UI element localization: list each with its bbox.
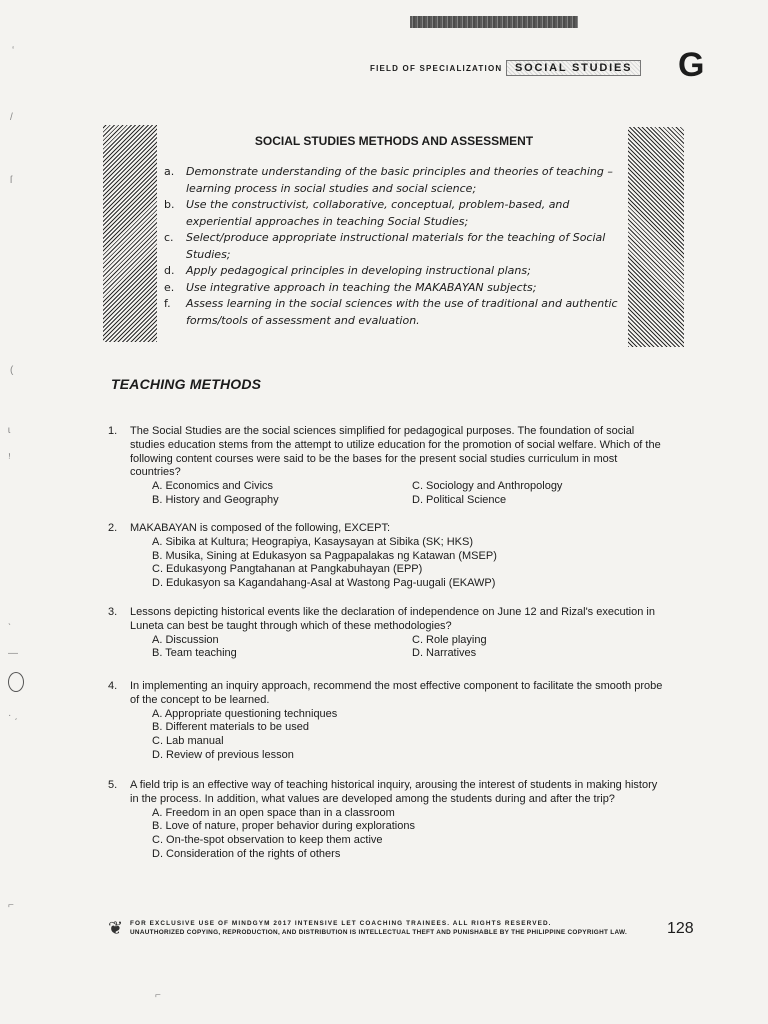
choice-a: A. Discussion [152, 633, 219, 646]
question-stem: A field trip is an effective way of teaching historical inquiry, arousing the interest of students in making history in the process. In addition, what values are developed among the students during and after the trip? [130, 779, 658, 805]
copyright-footer [130, 919, 650, 937]
question-4 [108, 680, 668, 763]
scan-mark: ⌐ [155, 990, 161, 1001]
choice-d: D. Narratives [412, 647, 477, 660]
question-2 [108, 522, 668, 591]
question-number: 1. [108, 425, 118, 437]
choice-d: D. Consideration of the rights of others [152, 847, 341, 860]
objective-item: f. Assess learning in the social sciences with the use of traditional and authentic forms/tools of assessment and evaluation. [164, 297, 618, 327]
choice-d: D. Edukasyon sa Kagandahang-Asal at Wastong Pag-uugali (EKAWP) [152, 577, 496, 590]
section-letter: G [678, 46, 705, 84]
choice-c: C. Edukasyong Pangtahanan at Pangkabuhayan (EPP) [152, 563, 423, 576]
choice-a: A. Freedom in an open space than in a classroom [152, 806, 395, 819]
question-3 [108, 606, 668, 661]
choice-c: C. Lab manual [152, 735, 224, 748]
choice-a: A. Sibika at Kultura; Heograpiya, Kasaysayan at Sibika (SK; HKS) [152, 535, 473, 548]
choices [152, 708, 668, 763]
question-5 [108, 779, 668, 862]
choice-b: B. History and Geography [152, 493, 279, 506]
choices [152, 480, 668, 508]
choice-c: C. Sociology and Anthropology [412, 480, 563, 493]
punch-hole-mark [8, 672, 24, 692]
question-number: 4. [108, 680, 118, 692]
scan-mark: ɩ [8, 425, 11, 436]
choice-a: A. Appropriate questioning techniques [152, 707, 338, 720]
question-stem: MAKABAYAN is composed of the following, EXCEPT: [130, 522, 391, 534]
hatched-panel-left [103, 125, 157, 342]
objectives-list [164, 164, 620, 329]
choice-c: C. Role playing [412, 633, 487, 646]
choices [152, 536, 668, 591]
choice-c: C. On-the-spot observation to keep them active [152, 834, 383, 847]
hatched-panel-right [628, 127, 684, 347]
scan-mark: ‘ [12, 45, 15, 56]
field-of-specialization-label: FIELD OF SPECIALIZATION [370, 64, 503, 73]
top-scan-bar [410, 16, 578, 28]
footer-line-2: UNAUTHORIZED COPYING, REPRODUCTION, AND DISTRIBUTION IS INTELLECTUAL THEFT AND PUNISHABLE BY THE PHILIPPINE COPYRIGHT LAW. [130, 929, 628, 936]
choices [152, 634, 668, 662]
choices [152, 807, 668, 862]
box-title: SOCIAL STUDIES METHODS AND ASSESSMENT [254, 134, 534, 148]
choice-b: B. Love of nature, proper behavior during explorations [152, 820, 415, 833]
question-stem: In implementing an inquiry approach, recommend the most effective component to facilitate the smooth probe of the concept to be learned. [130, 680, 663, 706]
subject-badge: SOCIAL STUDIES [506, 60, 641, 76]
question-number: 2. [108, 522, 118, 534]
choice-b: B. Musika, Sining at Edukasyon sa Pagpapalakas ng Katawan (MSEP) [152, 549, 497, 562]
scan-mark: ˎ [8, 615, 12, 626]
scan-mark: · ˏ [8, 710, 18, 721]
objective-item: b. Use the constructivist, collaborative, conceptual, problem-based, and experiential approaches in teaching Social Studies; [164, 198, 570, 228]
scan-mark: — [8, 648, 18, 659]
scan-mark: ⌐ [8, 900, 14, 911]
scan-mark: ( [10, 365, 14, 376]
objective-item: d. Apply pedagogical principles in developing instructional plans; [164, 264, 531, 277]
objective-item: e. Use integrative approach in teaching the MAKABAYAN subjects; [164, 280, 537, 294]
question-stem: The Social Studies are the social sciences simplified for pedagogical purposes. The foundation of social studies education stems from the attempt to utilize education for the promotion of social welfare. Which of the following content courses were said to be the bases for the present social studies curriculum in most countries? [130, 425, 661, 479]
choice-b: B. Different materials to be used [152, 721, 309, 734]
question-1 [108, 425, 668, 508]
footer-line-1: FOR EXCLUSIVE USE OF MINDGYM 2017 INTENSIVE LET COACHING TRAINEES. ALL RIGHTS RESERVED. [130, 920, 552, 927]
question-stem: Lessons depicting historical events like the declaration of independence on June 12 and Rizal's execution in Luneta can best be taught through which of these methodologies? [130, 606, 655, 632]
objective-item: c. Select/produce appropriate instructional materials for the teaching of Social Studies; [164, 231, 606, 261]
scan-mark: ꜝ [8, 455, 11, 466]
page-number: 128 [667, 920, 694, 937]
objective-item: a. Demonstrate understanding of the basic principles and theories of teaching – learning process in social studies and social science; [164, 165, 613, 195]
choice-a: A. Economics and Civics [152, 480, 274, 493]
question-number: 3. [108, 606, 118, 618]
choice-d: D. Political Science [412, 493, 507, 506]
section-title: TEACHING METHODS [111, 376, 262, 392]
logo-icon: ❦ [108, 918, 124, 938]
page-header [370, 46, 705, 84]
choice-d: D. Review of previous lesson [152, 748, 294, 761]
question-number: 5. [108, 779, 118, 791]
scan-mark: ſ [10, 175, 13, 186]
choice-b: B. Team teaching [152, 647, 237, 660]
scan-mark: / [10, 112, 13, 123]
